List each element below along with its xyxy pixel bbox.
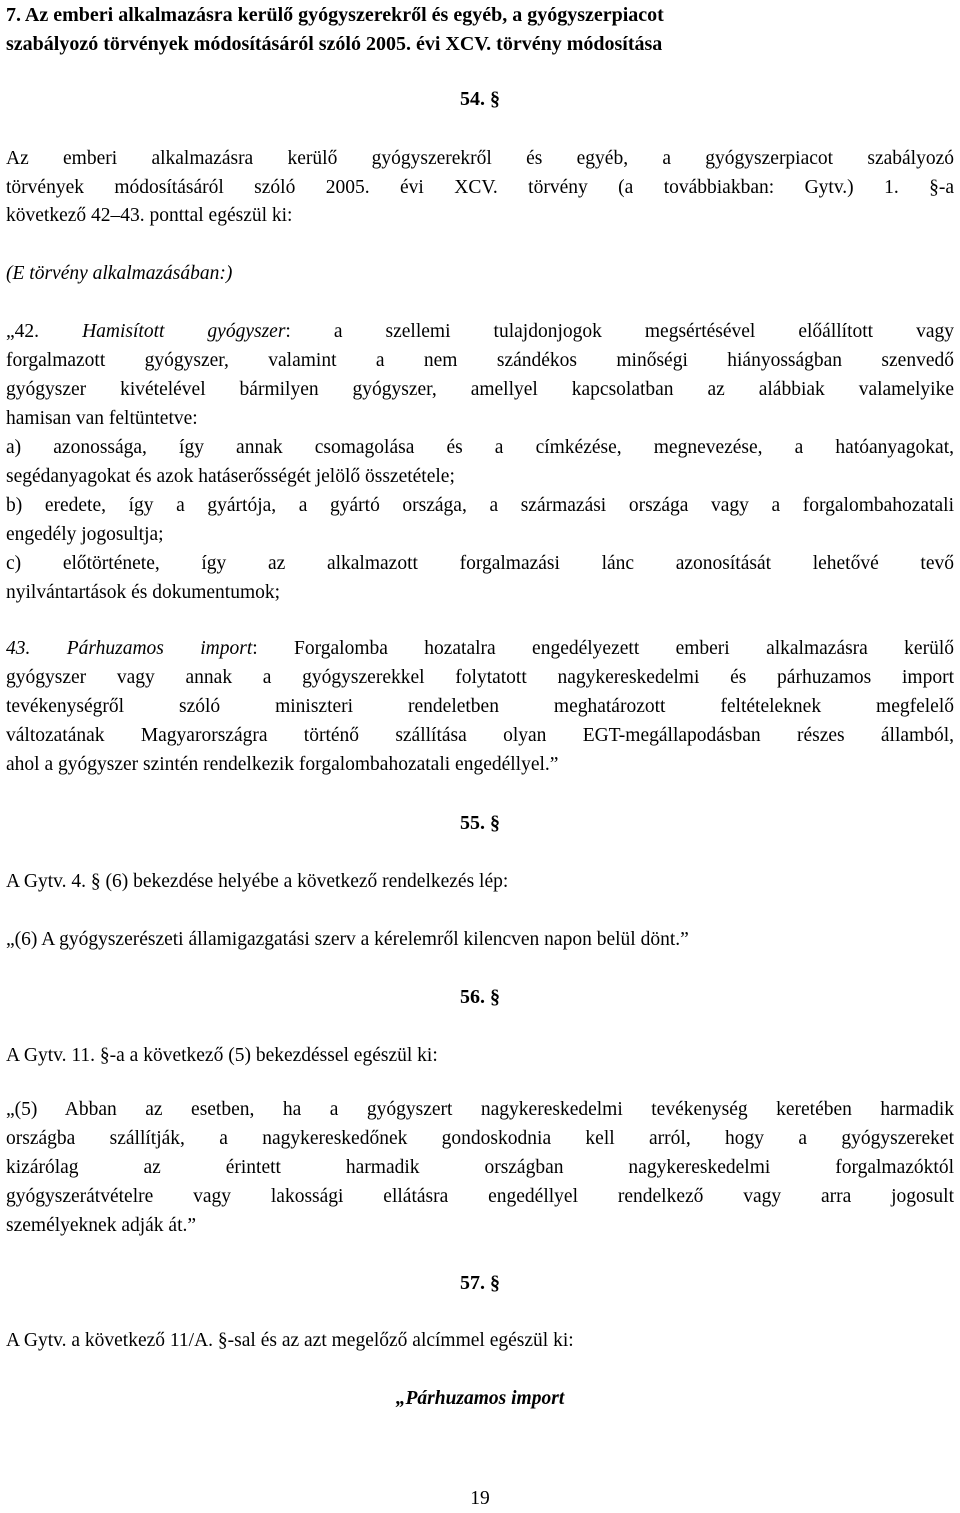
point-42-item-b: engedély jogosultja;: [6, 524, 164, 545]
section-54-paragraph-line: Az emberi alkalmazásra kerülő gyógyszerekről és egyéb, a gyógyszerpiacot szabályozó: [6, 148, 954, 169]
point-42-term: Hamisított gyógyszer: [82, 321, 286, 342]
point-42-item-c: nyilvántartások és dokumentumok;: [6, 582, 281, 603]
point-42-item-c: c) előtörténete, így az alkalmazott forgalmazási lánc azonosítását lehetővé tevő: [6, 553, 954, 574]
point-42-item-b: b) eredete, így a gyártója, a gyártó országa, a származási országa vagy a forgalombahozatali: [6, 495, 954, 516]
point-42-line: hamisan van feltüntetve:: [6, 408, 198, 429]
section-55-heading: 55. §: [460, 812, 500, 834]
point-42-definition: : a szellemi tulajdonjogok megsértésével előállított vagy: [285, 321, 955, 342]
section-55-intro: A Gytv. 4. § (6) bekezdése helyébe a következő rendelkezés lép:: [6, 871, 509, 892]
point-42-line: gyógyszer kivételével bármilyen gyógyszer, amellyel kapcsolatban az alábbiak valamelyike: [6, 379, 954, 400]
section-56-text-line: „(5) Abban az esetben, ha a gyógyszert nagykereskedelmi tevékenység keretében harmadik: [6, 1099, 954, 1120]
point-43-line: tevékenységről szóló miniszteri rendeletben meghatározott feltételeknek megfelelő: [6, 696, 954, 717]
section-57-heading: 57. §: [460, 1272, 500, 1294]
point-43-line: változatának Magyarországra történő szállítása olyan EGT-megállapodásban részes államból,: [6, 725, 954, 746]
point-43-line-1: [6, 634, 954, 663]
point-43-definition: : Forgalomba hozatalra engedélyezett emberi alkalmazásra kerülő: [252, 638, 955, 659]
section-56-heading: 56. §: [460, 986, 500, 1008]
point-42-item-a: a) azonossága, így annak csomagolása és a címkézése, megnevezése, a hatóanyagokat,: [6, 437, 954, 458]
section-56-text-line: országba szállítják, a nagykereskedőnek gondoskodnia kell arról, hogy a gyógyszereket: [6, 1128, 954, 1149]
point-43-term: Párhuzamos import: [66, 638, 253, 659]
section-57-subtitle: „Párhuzamos import: [395, 1388, 565, 1409]
section-54-paragraph-line: következő 42–43. ponttal egészül ki:: [6, 205, 293, 226]
chapter-title-line-2: szabályozó törvények módosításáról szóló 2005. évi XCV. törvény módosítása: [6, 33, 663, 55]
section-56-intro: A Gytv. 11. §-a a következő (5) bekezdéssel egészül ki:: [6, 1045, 438, 1066]
section-56-text-line: kizárólag az érintett harmadik országban nagykereskedelmi forgalmazóktól: [6, 1157, 954, 1178]
section-56-text-line: gyógyszerátvételre vagy lakossági ellátásra engedéllyel rendelkező vagy arra jogosult: [6, 1186, 954, 1207]
section-57-intro: A Gytv. a következő 11/A. §-sal és az azt megelőző alcímmel egészül ki:: [6, 1330, 574, 1351]
point-43-line: gyógyszer vagy annak a gyógyszerekkel folytatott nagykereskedelmi és párhuzamos import: [6, 667, 954, 688]
section-56-text-line: személyeknek adják át.”: [6, 1215, 197, 1236]
point-43-line: ahol a gyógyszer szintén rendelkezik forgalombahozatali engedéllyel.”: [6, 754, 559, 775]
point-43-number: 43.: [6, 638, 67, 659]
point-42-item-a: segédanyagokat és azok hatáserősségét jelölő összetétele;: [6, 466, 455, 487]
section-54-paragraph-line: törvények módosításáról szóló 2005. évi XCV. törvény (a továbbiakban: Gytv.) 1. §-a: [6, 177, 954, 198]
chapter-title-line-1: 7. Az emberi alkalmazásra kerülő gyógyszerekről és egyéb, a gyógyszerpiacot: [6, 4, 664, 26]
section-54-heading: 54. §: [460, 88, 500, 110]
page-number: 19: [470, 1488, 490, 1509]
point-42-line-1: [6, 317, 954, 346]
point-42-number: „42.: [6, 321, 83, 342]
point-42-line: forgalmazott gyógyszer, valamint a nem szándékos minőségi hiányosságban szenvedő: [6, 350, 954, 371]
section-55-text: „(6) A gyógyszerészeti államigazgatási szerv a kérelemről kilencven napon belül dönt.”: [6, 929, 689, 950]
section-54-context: (E törvény alkalmazásában:): [6, 263, 233, 284]
